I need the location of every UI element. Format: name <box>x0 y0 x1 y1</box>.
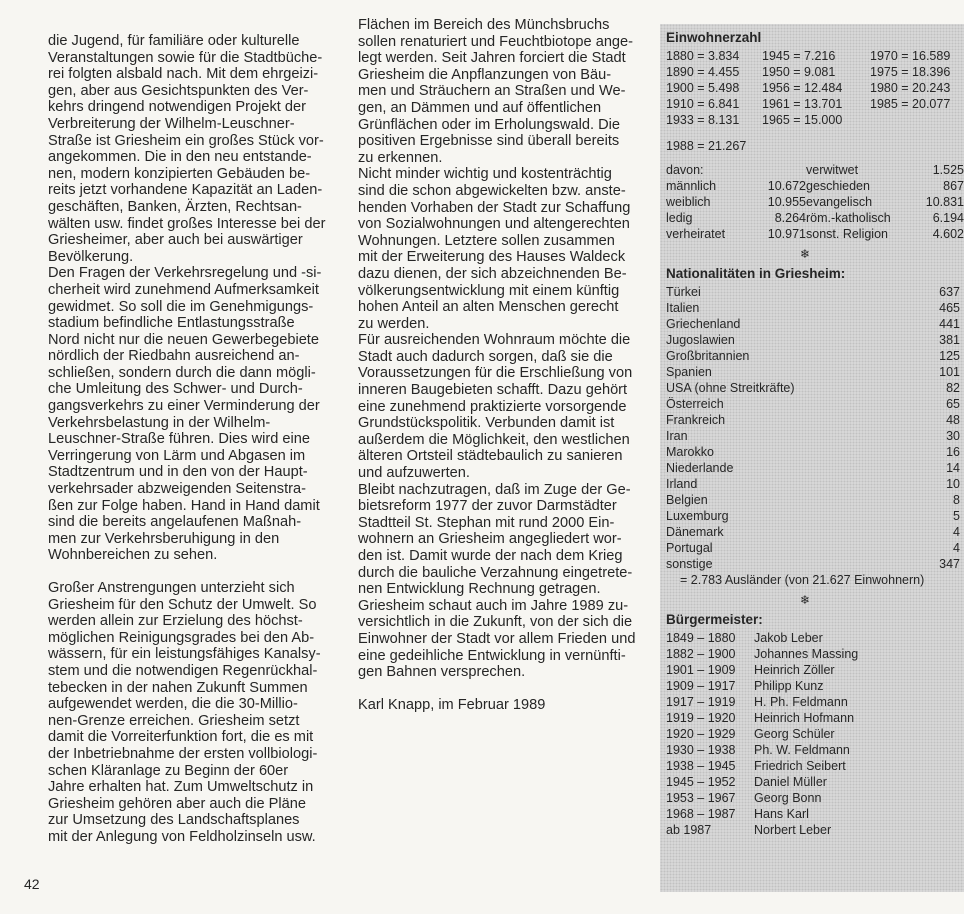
nationality-name: Belgien <box>666 493 708 507</box>
text-column-middle <box>358 17 642 713</box>
nationality-count: 14 <box>946 461 960 475</box>
mayor-row <box>666 630 964 646</box>
mayor-row <box>666 678 964 694</box>
fact-sidebar <box>660 24 964 892</box>
nationality-name: Türkei <box>666 285 701 299</box>
breakdown-label: männlich <box>666 179 717 193</box>
nationality-name: Iran <box>666 429 688 443</box>
mayor-name: Norbert Leber <box>754 823 832 837</box>
mayor-name: Hans Karl <box>754 807 809 821</box>
nationality-count: 125 <box>939 349 960 363</box>
mayor-row <box>666 662 964 678</box>
population-cell: 1950 = 9.081 <box>762 65 836 79</box>
nationality-name: Griechenland <box>666 317 741 331</box>
mayor-years: ab 1987 <box>666 823 712 837</box>
mayor-name: Ph. W. Feldmann <box>754 743 850 757</box>
breakdown-value: 10.955 <box>767 195 806 209</box>
nationality-name: USA (ohne Streitkräfte) <box>666 381 795 395</box>
nationality-row <box>666 332 964 348</box>
mayor-row <box>666 790 964 806</box>
nationality-count: 5 <box>953 509 960 523</box>
breakdown-label: davon: <box>666 163 704 177</box>
mayor-row <box>666 710 964 726</box>
population-cell: 1910 = 6.841 <box>666 97 740 111</box>
mayor-name: Heinrich Hofmann <box>754 711 855 725</box>
mayor-row <box>666 806 964 822</box>
breakdown-label: sonst. Religion <box>806 227 888 241</box>
breakdown-value <box>736 162 806 178</box>
nationality-row <box>666 460 964 476</box>
nationality-row <box>666 380 964 396</box>
nationality-name: sonstige <box>666 557 713 571</box>
nationality-row <box>666 492 964 508</box>
breakdown-value: 10.971 <box>767 227 806 241</box>
breakdown-label: röm.-katholisch <box>806 211 891 225</box>
nationality-name: Italien <box>666 301 700 315</box>
mayor-years: 1901 – 1909 <box>666 663 736 677</box>
nationality-name: Jugoslawien <box>666 333 735 347</box>
mayor-years: 1919 – 1920 <box>666 711 736 725</box>
population-cell: 1880 = 3.834 <box>666 49 740 63</box>
text-column-left <box>48 33 334 846</box>
population-cell: 1933 = 8.131 <box>666 113 740 127</box>
population-cell: 1890 = 4.455 <box>666 65 740 79</box>
population-cell: 1965 = 15.000 <box>762 113 843 127</box>
snowflake-divider-icon: ❄ <box>799 247 811 261</box>
population-total: 1988 = 21.267 <box>666 139 747 153</box>
nationalities-title: Nationalitäten in Griesheim: <box>666 266 846 281</box>
mayor-name: Georg Schüler <box>754 727 835 741</box>
nationality-count: 48 <box>946 413 960 427</box>
paragraph: Den Fragen der Verkehrsregelung und -si- cherheit wird zunehmend Aufmerksamkeit gewidmet. So soll die im Genehmigungs- stadium befindliche Entlastungsstraße Nord nicht nur die neuen Gewerbegebiete nördlich der Riedbahn ausreichend an- schließen, sondern durch die dann mögli- che Umleitung des Schwer- und Durch- gangsverkehrs zu einer Verminderung der Verkehrsbelastung in der Wilhelm- Leuschner-Straße führen. Dies wird eine Verringerung von Lärm und Abgasen im Stadtzentrum und in den von der Haupt- verkehrsader abzweigenden Seitenstra- ßen zur Folge haben. Hand in Hand damit sind die bereits angelaufenen Maßnah- men zur Verkehrsberuhigung in den Wohnbereichen zu sehen. <box>48 265 322 564</box>
paragraph: Nicht minder wichtig und kostenträchtig sind die schon abgewickelten bzw. anste- henden Vorhaben der Stadt zur Schaffung von Sozialwohnungen und altengerechten Wohnungen. Letztere sollen zusammen mit der Erweiterung des Hauses Waldeck dazu dienen, der sich abzeichnenden Be- völkerungsentwicklung mit einem künftig hohen Anteil an alten Menschen gerecht zu werden. <box>358 166 631 332</box>
nationality-name: Österreich <box>666 397 724 411</box>
nationality-count: 347 <box>939 557 960 571</box>
breakdown-value: 6.194 <box>932 211 964 225</box>
mayors-title: Bürgermeister: <box>666 612 763 627</box>
breakdown-label: ledig <box>666 211 693 225</box>
population-cell: 1961 = 13.701 <box>762 97 843 111</box>
nationalities-list <box>666 284 964 572</box>
nationality-row <box>666 412 964 428</box>
nationality-count: 10 <box>946 477 960 491</box>
population-cell <box>870 112 964 128</box>
nationality-name: Frankreich <box>666 413 726 427</box>
mayor-years: 1938 – 1945 <box>666 759 736 773</box>
mayor-row <box>666 822 964 838</box>
nationality-count: 4 <box>953 525 960 539</box>
population-cell: 1900 = 5.498 <box>666 81 740 95</box>
mayor-row <box>666 742 964 758</box>
nationality-row <box>666 348 964 364</box>
nationality-row <box>666 556 964 572</box>
mayor-name: Jakob Leber <box>754 631 823 645</box>
population-cell: 1970 = 16.589 <box>870 49 951 63</box>
paragraph: Bleibt nachzutragen, daß im Zuge der Ge- bietsreform 1977 der zuvor Darmstädter Stadtteil St. Stephan mit rund 2000 Ein- wohnern an Griesheim angegliedert wor- den ist. Damit wurde der nach dem Krieg durch die bauliche Verzahnung eingetrete- nen Entwicklung Rechnung getragen. Griesheim schaut auch im Jahre 1989 zu- versichtlich in die Zukunft, von der sich die Einwohner der Stadt vor allem Frieden und eine gedeihliche Entwicklung in vernünfti- gen Bahnen versprechen. <box>358 481 636 681</box>
population-cell: 1980 = 20.243 <box>870 81 951 95</box>
mayor-row <box>666 694 964 710</box>
breakdown-label: weiblich <box>666 195 711 209</box>
mayor-name: Philipp Kunz <box>754 679 824 693</box>
breakdown-value: 10.672 <box>767 179 806 193</box>
breakdown-label: geschieden <box>806 179 870 193</box>
breakdown-value: 1.525 <box>932 163 964 177</box>
mayor-name: Georg Bonn <box>754 791 822 805</box>
nationality-name: Irland <box>666 477 698 491</box>
breakdown-value: 10.831 <box>925 195 964 209</box>
breakdown-value: 867 <box>943 179 964 193</box>
page-number: 42 <box>24 876 40 892</box>
mayor-years: 1917 – 1919 <box>666 695 736 709</box>
nationality-count: 465 <box>939 301 960 315</box>
nationality-count: 30 <box>946 429 960 443</box>
population-cell: 1985 = 20.077 <box>870 97 951 111</box>
mayor-name: Heinrich Zöller <box>754 663 835 677</box>
mayor-row <box>666 726 964 742</box>
paragraph: die Jugend, für familiäre oder kulturelle Veranstaltungen sowie für die Stadtbüche- rei folgten alsbald nach. Mit dem ehrgeizi- gen, aber aus Gesichtspunkten des Ver- kehrs dringend notwendigen Projekt der Verbreiterung der Wilhelm-Leuschner- Straße ist Griesheim ein großes Stück vor- angekommen. Die in den neu entstande- nen, modern konzipierten Gebäuden be- reits jetzt vorhandene Kapazität an Laden- geschäften, Banken, Ärzten, Rechtsan- wälten usw. findet großes Interesse bei der Griesheimer, aber auch bei auswärtiger Bevölkerung. <box>48 33 326 265</box>
nationality-row <box>666 428 964 444</box>
breakdown-label: verheiratet <box>666 227 726 241</box>
population-cell: 1956 = 12.484 <box>762 81 843 95</box>
nationality-row <box>666 524 964 540</box>
nationality-count: 637 <box>939 285 960 299</box>
paragraph: Großer Anstrengungen unterzieht sich Griesheim für den Schutz der Umwelt. So werden allein zur Erzielung des höchst- möglichen Reinigungsgrades bei den Ab- wässern, für ein leistungsfähiges Kanalsy- stem und die notwendigen Regenrückhal- tebecken in der nahen Zukunft Summen aufgewendet werden, die die 30-Millio- nen-Grenze erreichen. Griesheim setzt damit die Vorreiterfunktion fort, die es mit der Inbetriebnahme der ersten vollbiologi- schen Kläranlage zu Beginn der 60er Jahre erhalten hat. Zum Umweltschutz in Griesheim gehören aber auch die Pläne zur Umsetzung des Landschaftsplanes mit der Anlegung von Feldholzinseln usw. <box>48 580 321 845</box>
mayor-name: Daniel Müller <box>754 775 827 789</box>
nationalities-total: = 2.783 Ausländer (von 21.627 Einwohnern) <box>680 573 925 587</box>
nationality-name: Luxemburg <box>666 509 729 523</box>
nationality-name: Marokko <box>666 445 714 459</box>
nationality-row <box>666 284 964 300</box>
nationality-row <box>666 476 964 492</box>
nationality-name: Dänemark <box>666 525 724 539</box>
nationality-row <box>666 396 964 412</box>
signature: Karl Knapp, im Februar 1989 <box>358 696 546 713</box>
mayor-years: 1968 – 1987 <box>666 807 736 821</box>
nationality-row <box>666 316 964 332</box>
mayors-list <box>666 630 964 838</box>
nationality-name: Portugal <box>666 541 713 555</box>
nationality-name: Spanien <box>666 365 712 379</box>
breakdown-value: 4.602 <box>932 227 964 241</box>
mayor-years: 1909 – 1917 <box>666 679 736 693</box>
nationality-row <box>666 540 964 556</box>
nationality-count: 65 <box>946 397 960 411</box>
nationality-count: 16 <box>946 445 960 459</box>
nationality-name: Niederlande <box>666 461 734 475</box>
mayor-row <box>666 646 964 662</box>
mayor-years: 1920 – 1929 <box>666 727 736 741</box>
mayor-row <box>666 774 964 790</box>
mayor-name: H. Ph. Feldmann <box>754 695 848 709</box>
breakdown-value: 8.264 <box>774 211 806 225</box>
nationality-count: 101 <box>939 365 960 379</box>
nationality-count: 381 <box>939 333 960 347</box>
population-cell: 1945 = 7.216 <box>762 49 836 63</box>
paragraph: Flächen im Bereich des Münchsbruchs sollen renaturiert und Feuchtbiotope ange- legt werden. Seit Jahren forciert die Stadt Griesheim die Anpflanzungen von Bäu- men und Sträuchern an Straßen und We- gen, an Dämmen und auf öffentlichen Grünflächen oder im Erholungswald. Die positiven Ergebnisse sind überall bereits zu erkennen. <box>358 17 634 166</box>
mayor-name: Friedrich Seibert <box>754 759 846 773</box>
population-breakdown <box>666 162 964 242</box>
mayor-row <box>666 758 964 774</box>
nationality-count: 4 <box>953 541 960 555</box>
mayor-years: 1945 – 1952 <box>666 775 736 789</box>
snowflake-divider-icon: ❄ <box>799 593 811 607</box>
nationality-count: 441 <box>939 317 960 331</box>
population-cell: 1975 = 18.396 <box>870 65 951 79</box>
mayor-years: 1930 – 1938 <box>666 743 736 757</box>
nationality-row <box>666 364 964 380</box>
population-title: Einwohnerzahl <box>666 30 762 45</box>
nationality-name: Großbritannien <box>666 349 750 363</box>
mayor-years: 1849 – 1880 <box>666 631 736 645</box>
mayor-years: 1882 – 1900 <box>666 647 736 661</box>
nationality-count: 82 <box>946 381 960 395</box>
paragraph: Für ausreichenden Wohnraum möchte die Stadt auch dadurch sorgen, daß sie die Voraussetzungen für die Erschließung von inneren Baugebieten schafft. Dazu gehört eine zunehmend praktizierte vorsorgende Grundstückspolitik. Verbunden damit ist außerdem die Möglichkeit, den westlichen älteren Ortsteil städtebaulich zu sanieren und aufzuwerten. <box>358 332 633 482</box>
nationality-row <box>666 444 964 460</box>
nationality-row <box>666 300 964 316</box>
breakdown-label: verwitwet <box>806 163 859 177</box>
mayor-name: Johannes Massing <box>754 647 859 661</box>
nationality-count: 8 <box>953 493 960 507</box>
nationality-row <box>666 508 964 524</box>
mayor-years: 1953 – 1967 <box>666 791 736 805</box>
breakdown-label: evangelisch <box>806 195 873 209</box>
population-table <box>666 48 964 128</box>
